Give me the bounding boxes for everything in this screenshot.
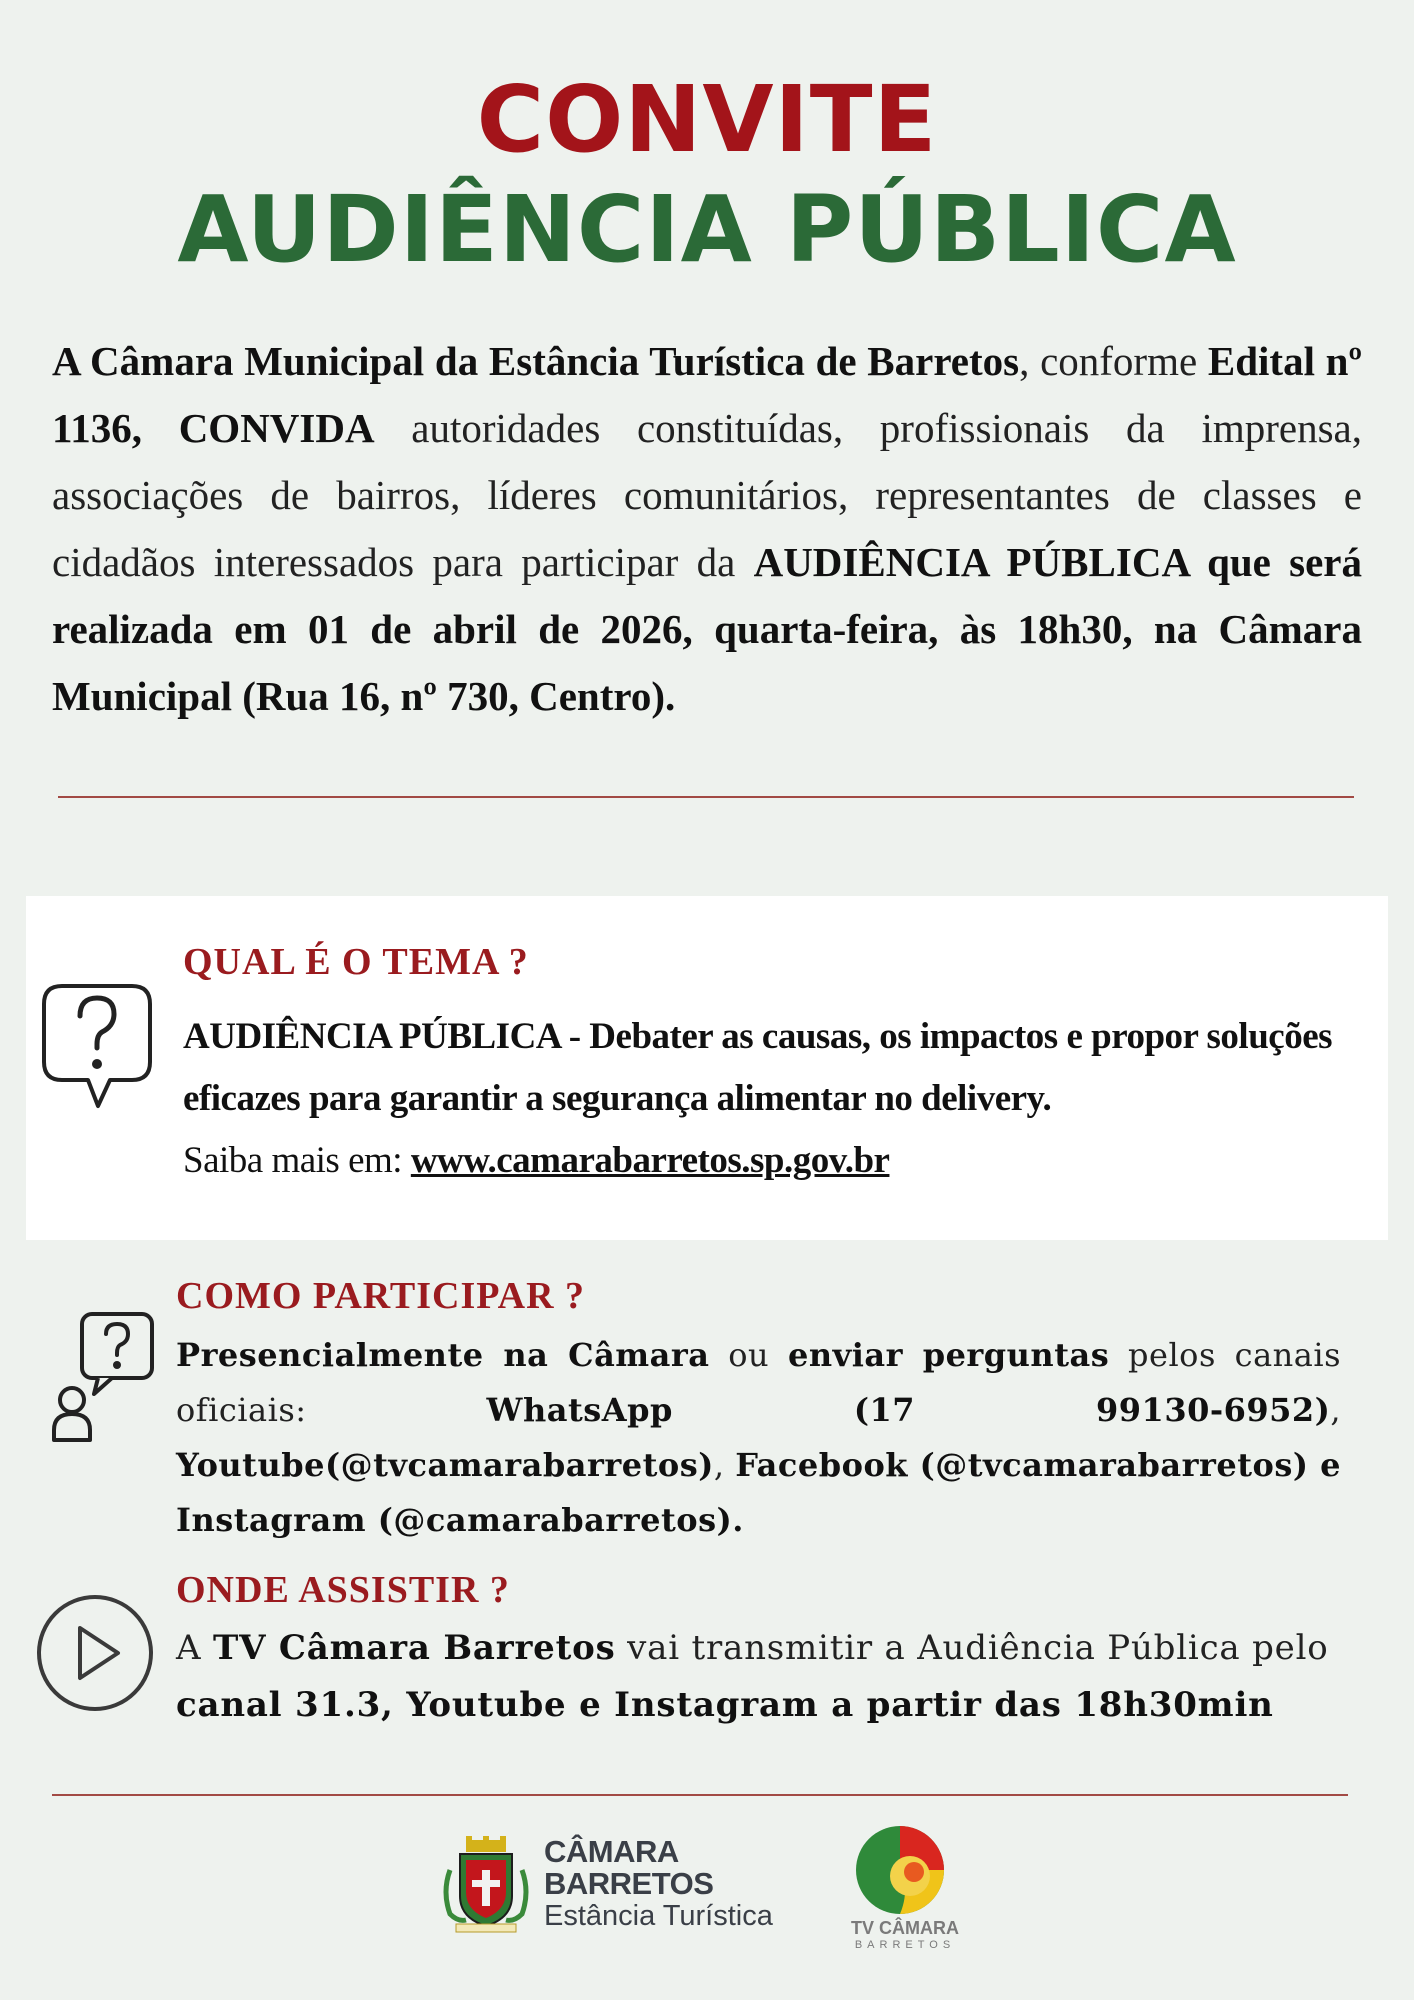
intro-paragraph — [52, 328, 1362, 730]
crest-logo-icon — [436, 1836, 536, 1936]
participar-youtube: Youtube(@tvcamarabarretos) — [176, 1446, 714, 1484]
participar-text-2: pelos canais oficiais: — [176, 1336, 1342, 1429]
assistir-text-2: vai transmitir a Audiência Pública pelo — [615, 1628, 1329, 1668]
tema-body — [183, 1006, 1333, 1192]
logo-estancia: Estância Turística — [544, 1900, 773, 1932]
intro-text-2: autoridades constituídas, profissionais da imprensa, associações de bairros, líderes comunitários, representantes de classes e cidadãos interessados para participar da — [52, 405, 1362, 585]
participar-text-3: , — [1330, 1391, 1342, 1429]
participar-text-1: ou — [709, 1336, 788, 1374]
tv-logo-line2: BARRETOS — [854, 1939, 956, 1951]
tv-logo-line1: TV CÂMARA — [851, 1918, 959, 1938]
tema-description: AUDIÊNCIA PÚBLICA - Debater as causas, os impactos e propor soluções eficazes para garantir a segurança alimentar no delivery. — [183, 1016, 1333, 1119]
participar-body — [176, 1328, 1341, 1548]
tema-link-prefix: Saiba mais em: — [183, 1140, 411, 1181]
title-audiencia-publica: AUDIÊNCIA PÚBLICA — [177, 176, 1237, 283]
logo-barretos: BARRETOS — [544, 1866, 714, 1901]
intro-institution: A Câmara Municipal da Estância Turística de Barretos — [52, 338, 1020, 384]
assistir-heading: ONDE ASSISTIR ? — [176, 1569, 510, 1611]
tv-camara-logo-text — [840, 1918, 970, 1951]
participar-facebook-instagram: Facebook (@tvcamarabarretos) e Instagram (@camarabarretos). — [176, 1446, 1341, 1539]
assistir-canal: canal 31.3, Youtube e Instagram a partir das 18h30min — [176, 1685, 1274, 1725]
participar-text-4: , — [713, 1446, 736, 1484]
assistir-body — [176, 1620, 1341, 1734]
participar-heading: COMO PARTICIPAR ? — [176, 1275, 586, 1317]
play-circle-icon — [34, 1592, 156, 1714]
speech-question-icon — [40, 982, 154, 1112]
tema-heading: QUAL É O TEMA ? — [183, 941, 529, 983]
participar-perguntas: enviar perguntas — [787, 1336, 1110, 1374]
person-question-icon — [48, 1308, 158, 1448]
assistir-text-1: A — [176, 1628, 213, 1668]
intro-edital: Edital nº 1136, CONVIDA — [52, 338, 1363, 451]
website-link[interactable]: www.camarabarretos.sp.gov.br — [410, 1140, 890, 1181]
tv-camara-logo-icon — [850, 1820, 950, 1920]
assistir-tv-camara: TV Câmara Barretos — [212, 1628, 616, 1668]
camara-logo-text — [544, 1836, 773, 1932]
logo-camara: CÂMARA — [544, 1834, 679, 1869]
participar-presencial: Presencialmente na Câmara — [176, 1336, 710, 1374]
divider-top — [58, 796, 1354, 798]
participar-whatsapp: WhatsApp (17 99130-6952) — [486, 1391, 1331, 1429]
intro-event-details: AUDIÊNCIA PÚBLICA que será realizada em 01 de abril de 2026, quarta-feira, às 18h30, na Câmara Municipal (Rua 16, nº 730, Centro). — [52, 539, 1363, 719]
title-convite: CONVITE — [476, 66, 938, 173]
divider-bottom — [52, 1794, 1348, 1796]
intro-text-1: , conforme — [1019, 338, 1208, 384]
